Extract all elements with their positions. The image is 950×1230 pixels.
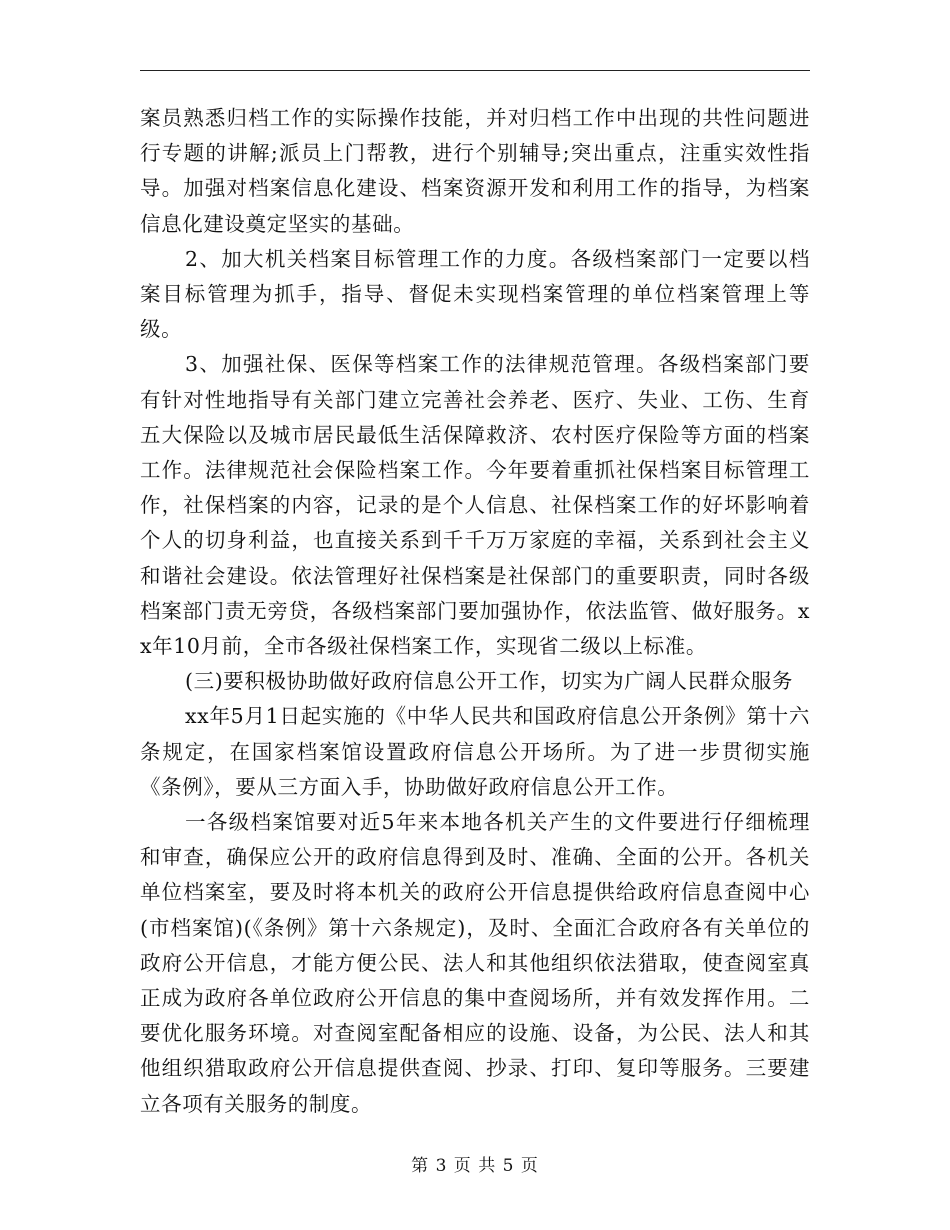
paragraph: 3、加强社保、医保等档案工作的法律规范管理。各级档案部门要有针对性地指导有关部门建立完善社会养老、医疗、失业、工伤、生育五大保险以及城市居民最低生活保障救济、农村医疗保险等方面的档案工作。法律规范社会保险档案工作。今年要着重抓社保档案目标管理工作，社保档案的内容，记录的是个人信息、社保档案工作的好坏影响着个人的切身利益，也直接关系到千千万万家庭的幸福，关系到社会主义和谐社会建设。依法管理好社保档案是社保部门的重要职责，同时各级档案部门责无旁贷，各级档案部门要加强协作，依法监管、做好服务。xx年10月前，全市各级社保档案工作，实现省二级以上标准。 — [140, 352, 810, 659]
page-number-footer: 第 3 页 共 5 页 — [411, 1156, 539, 1176]
paragraph: 案员熟悉归档工作的实际操作技能，并对归档工作中出现的共性问题进行专题的讲解;派员上门帮教，进行个别辅导;突出重点，注重实效性指导。加强对档案信息化建设、档案资源开发和利用工作的指导，为档案信息化建设奠定坚实的基础。 — [140, 106, 810, 236]
header-rule — [140, 70, 810, 71]
paragraph: 一各级档案馆要对近5年来本地各机关产生的文件要进行仔细梳理和审查，确保应公开的政府信息得到及时、准确、全面的公开。各机关单位档案室，要及时将本机关的政府公开信息提供给政府信息查阅中心(市档案馆)(《条例》第十六条规定)，及时、全面汇合政府各有关单位的政府公开信息，才能方便公民、法人和其他组织依法猎取，使查阅室真正成为政府各单位政府公开信息的集中查阅场所，并有效发挥作用。二要优化服务环境。对查阅室配备相应的设施、设备，为公民、法人和其他组织猎取政府公开信息提供查阅、抄录、打印、复印等服务。三要建立各项有关服务的制度。 — [140, 810, 810, 1116]
section-heading: (三)要积极协助做好政府信息公开工作，切实为广阔人民群众服务 — [185, 669, 793, 694]
paragraph: xx年5月1日起实施的《中华人民共和国政府信息公开条例》第十六条规定，在国家档案馆设置政府信息公开场所。为了进一步贯彻实施《条例》，要从三方面入手，协助做好政府信息公开工作。 — [140, 704, 810, 799]
document-body — [140, 101, 810, 1122]
paragraph: 2、加大机关档案目标管理工作的力度。各级档案部门一定要以档案目标管理为抓手，指导、督促未实现档案管理的单位档案管理上等级。 — [140, 246, 810, 342]
